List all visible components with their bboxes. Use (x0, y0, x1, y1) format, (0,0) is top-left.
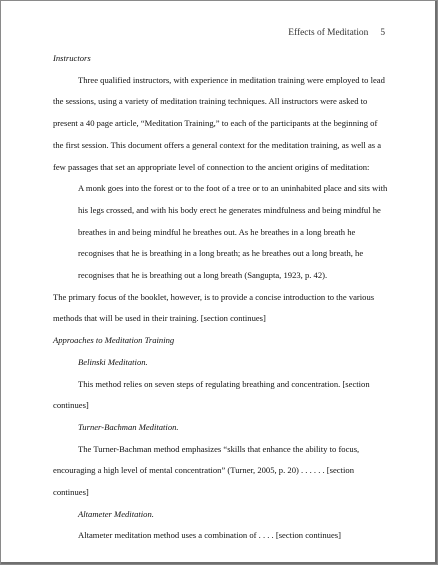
heading-instructors: Instructors (53, 53, 91, 63)
page-shadow-bottom (1, 562, 437, 564)
subheading-turner-bachman: Turner-Bachman Meditation. (78, 421, 179, 432)
page-shadow-right (435, 1, 437, 564)
subheading-belinski: Belinski Meditation. (78, 356, 148, 367)
paragraph-instructors: Three qualified instructors, with experience in meditation training were employed to lead the sessions, using a variety of meditation training techniques. All instructors were asked to present a 40 page article, “Meditation Training,” to each of the participants at the beginning of the first session. This document offers a general context for the meditation training, as well as a few passages that set an appropriate level of connection to the ancient origins of meditation: (53, 74, 385, 172)
paragraph-booklet-focus: The primary focus of the booklet, however, is to provide a concise introduction to the various methods that will be used in their training. [section continues] (53, 291, 375, 324)
subheading-altameter: Altameter Meditation. (78, 508, 154, 519)
page-number: 5 (380, 28, 385, 38)
paragraph-turner-bachman: The Turner-Bachman method emphasizes “skills that enhance the ability to focus, encouraging a high level of mental concentration” (Turner, 2005, p. 20) . . . . . . [section continues] (53, 443, 360, 498)
document-body (53, 48, 388, 547)
heading-approaches: Approaches to Meditation Training (53, 335, 175, 346)
page-header (288, 28, 385, 38)
block-quote: A monk goes into the forest or to the foot of a tree or to an uninhabited place and sits with his legs crossed, and with his body erect he generates mindfulness and being mindful he breathes in and being mindful he breathes out. As he breathes in a long breath he recognises that he is breathing in a long breath; as he breathes out a long breath, he recognises that he is breathing out a long breath (Sangupta, 1923, p. 42). (78, 183, 388, 281)
paragraph-belinski: This method relies on seven steps of regulating breathing and concentration. [section continues] (53, 378, 370, 411)
paragraph-altameter: Altameter meditation method uses a combination of . . . . [section continues] (78, 530, 341, 541)
running-head: Effects of Meditation (288, 28, 369, 38)
